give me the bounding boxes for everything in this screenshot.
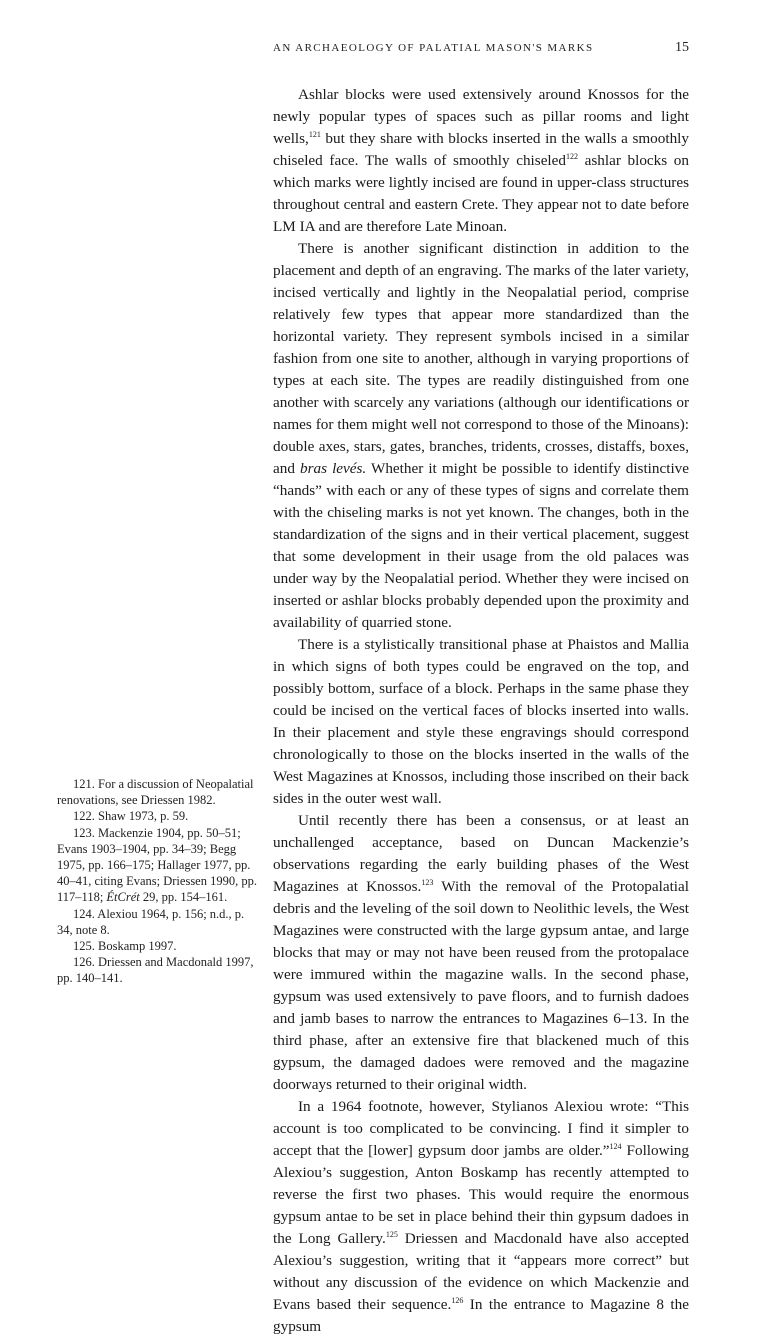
p2-italic-term: bras levés. <box>300 460 367 477</box>
page-number: 15 <box>675 40 689 55</box>
footnote-ref-122: 122 <box>565 151 578 161</box>
p2-text-b: Whether it might be possible to identify distinctive “hands” with each or any of these types of signs and correlate them with the chiseling marks is not yet known. The changes, both in the standardization of the signs and in their vertical placement, suggest that some development in their usage from the old palaces was under way by the Neopalatial period. Whether they were incised on inserted or ashlar blocks probably depended upon the proximity and availability of quarried stone. <box>273 460 689 631</box>
p5-text-b: Following Alexiou’s suggestion, Anton Boskamp has recently attempted to reverse the first two phases. This would require the enormous gypsum antae to be set in place behind their thin gypsum dadoes in the Long Gallery. <box>273 1142 689 1247</box>
paragraph-3: There is a stylistically transitional phase at Phaistos and Mallia in which signs of both types could be engraved on the top, and possibly bottom, surface of a block. Perhaps in the same phase they could be incised on the vertical faces of blocks inserted into walls. In their placement and style these engravings should correspond chronologically to those on the blocks inserted in the walls of the West Magazines at Knossos, including those inscribed on their back sides in the outer west wall. <box>273 636 689 807</box>
footnote-123-text-b: 29, pp. 154–161. <box>139 890 228 905</box>
p5-text-a: In a 1964 footnote, however, Stylianos Alexiou wrote: “This account is too complicated to be convincing. I find it simpler to accept that the [lower] gypsum door jambs are older.” <box>273 1098 689 1159</box>
footnote-ref-125: 125 <box>385 1229 398 1239</box>
p4-text-b: With the removal of the Protopalatial debris and the leveling of the soil down to Neolithic levels, the West Magazines were constructed with the large gypsum antae, and large blocks that may or may not have been reused from the protopalace were immured within the magazine walls. In the second phase, gypsum was used extensively to pave floors, and to furnish dadoes and jamb bases to narrow the entrances to Magazines 6–13. In the third phase, after an extensive fire that blackened much of this gypsum, the damaged dadoes were removed and the magazine doorways returned to their original width. <box>273 878 689 1093</box>
p1-text-a: Ashlar blocks were used extensively around Knossos for the newly popular types of spaces such as pillar rooms and light wells, <box>273 86 689 147</box>
paragraph-2 <box>273 238 689 634</box>
footnote-126: 126. Driessen and Macdonald 1997, pp. 140–141. <box>57 955 254 986</box>
paragraph-4 <box>273 810 689 1096</box>
footnote-123-italic: ÉtCrét <box>106 890 140 905</box>
footnote-121: 121. For a discussion of Neopalatial renovations, see Driessen 1982. <box>57 777 254 808</box>
footnote-ref-123: 123 <box>421 877 434 887</box>
p4-text-a: Until recently there has been a consensus, or at least an unchallenged acceptance, based on Duncan Mackenzie’s observations regarding the early building phases of the West Magazines at Knossos. <box>273 812 689 895</box>
main-text <box>273 84 689 1338</box>
footnote-ref-124: 124 <box>609 1141 622 1151</box>
p1-text-c: ashlar blocks on which marks were lightly incised are found in upper-class structures throughout central and eastern Crete. They appear not to date before LM IA and are therefore Late Minoan. <box>273 152 689 235</box>
p5-text-c: Driessen and Macdonald have also accepted Alexiou’s suggestion, writing that it “appears more correct” but without any discussion of the evidence on which Mackenzie and Evans based their sequence. <box>273 1230 689 1313</box>
footnote-125: 125. Boskamp 1997. <box>73 939 177 954</box>
footnote-ref-121: 121 <box>308 129 321 139</box>
footnote-ref-126: 126 <box>451 1295 464 1305</box>
p5-text-d: In the entrance to Magazine 8 the gypsum <box>273 1296 689 1335</box>
paragraph-1 <box>273 84 689 238</box>
p1-text-b: but they share with blocks inserted in the walls a smoothly chiseled face. The walls of smoothly chiseled <box>273 130 689 169</box>
footnote-122: 122. Shaw 1973, p. 59. <box>73 809 189 824</box>
paragraph-5 <box>273 1096 689 1338</box>
footnotes <box>57 776 262 987</box>
footnote-123-text-a: 123. Mackenzie 1904, pp. 50–51; Evans 1903–1904, pp. 34–39; Begg 1975, pp. 166–175; Hallager 1977, pp. 40–41, citing Evans; Driessen 1990, pp. 117–118; <box>57 825 257 905</box>
running-head: AN ARCHAEOLOGY OF PALATIAL MASON'S MARKS <box>273 42 594 54</box>
footnote-123 <box>57 825 262 906</box>
footnote-124: 124. Alexiou 1964, p. 156; n.d., p. 34, note 8. <box>57 906 245 937</box>
p2-text-a: There is another significant distinction in addition to the placement and depth of an engraving. The marks of the later variety, incised vertically and lightly in the Neopalatial period, comprise relatively few types that appear more standardized than the horizontal variety. They represent symbols incised in a similar fashion from one site to another, although in varying proportions of types at each site. The types are readily distinguished from one another with scarcely any variations (although our identifications or names for them might well not correspond to those of the Minoans): double axes, stars, gates, branches, tridents, crosses, distaffs, boxes, and <box>273 240 689 477</box>
